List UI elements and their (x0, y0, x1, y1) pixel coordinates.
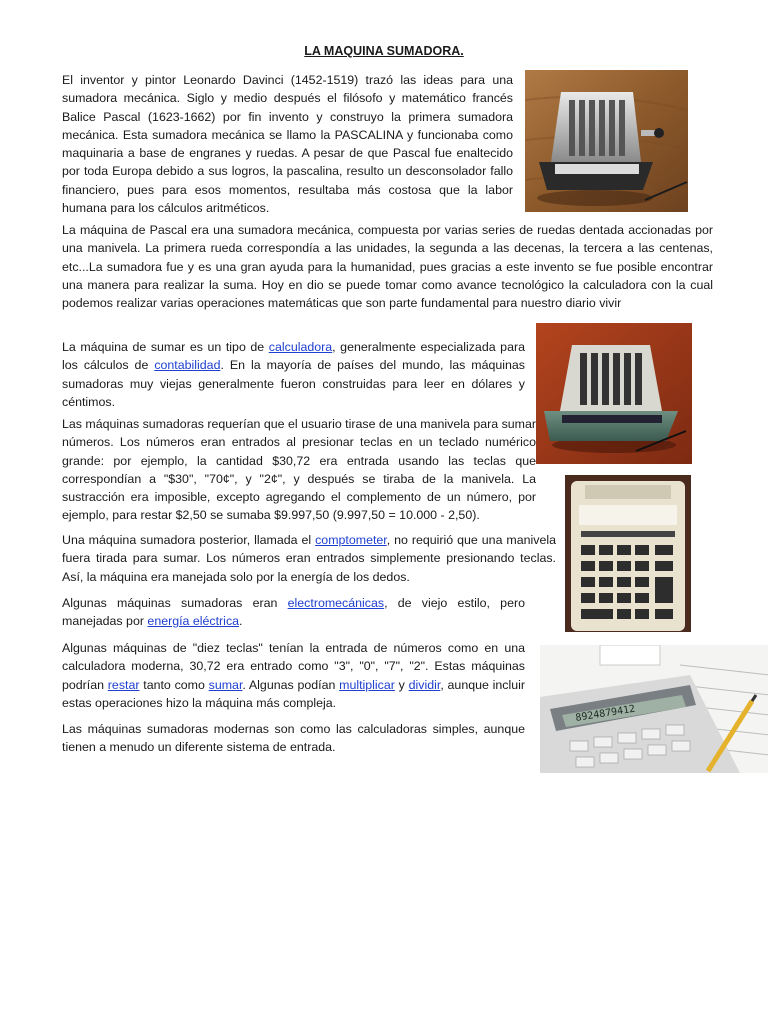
paragraph-crank-operation (62, 415, 536, 525)
text-span: , aunque incluir estas operaciones hizo la máquina más compleja. (62, 677, 526, 710)
link-energia-electrica[interactable]: energía eléctrica (147, 614, 240, 629)
document-title: LA MAQUINA SUMADORA. (304, 44, 464, 58)
paragraph-pascal-machine: La máquina de Pascal era una sumadora mecánica, compuesta por varias series de ruedas dentada accionadas por una manivela. La primera rueda correspondía a las unidades, la segunda a las decenas, la tercera a las centenas, etc...La sumadora fue y es una gran ayuda para la humanidad, pues gracias a este invento se fue posible encontrar una manera para realizar la suma. Hoy en dio se puede tomar como avance tecnológico la calculadora con la cual podemos realizar varias operaciones matemáticas que son parte fundamental para nuestro diario vivir (62, 223, 713, 311)
link-contabilidad[interactable]: contabilidad (154, 358, 221, 373)
paragraph-comptometer (62, 531, 556, 586)
link-electromecanicas[interactable]: electromecánicas (287, 596, 385, 610)
text-span: . Algunas podían (242, 677, 340, 692)
text-span: Las máquinas sumadoras requerían que el usuario tirase de una manivela para sumar números. Los números eran entrados al presionar teclas en un teclado numérico grande: por ejemplo, la cantidad $30,72 era entrada usando las teclas que correspondían a "$30", "70¢", y "2¢", y después se tiraba de la manivela. La sustracción era imposible, excepto agregando el complemento de un número, por ejemplo, para restar $2,50 se sumaba $9.997,50 (9.997,50 = 10.000 - 2,50). (62, 417, 536, 523)
text-span: Algunas máquinas sumadoras eran (62, 596, 288, 610)
vintage-adding-machine-photo (525, 70, 688, 212)
paragraph-modern-machines: Las máquinas sumadoras modernas son como las calculadoras simples, aunque tienen a menudo un diferente sistema de entrada. (62, 722, 525, 755)
link-sumar[interactable]: sumar (208, 677, 243, 692)
link-calculadora[interactable]: calculadora (268, 340, 333, 354)
text-span: . En la mayoría de países del mundo, las máquinas sumadoras muy viejas generalmente fueron construidas para leer en dólares y céntimos. (62, 358, 525, 409)
modern-calculator-photo (540, 645, 768, 773)
text-span: tanto como (139, 677, 209, 692)
paragraph-pascalina-history: El inventor y pintor Leonardo Davinci (1452-1519) trazó las ideas para una sumadora mecánica. Siglo y medio después el filósofo y matemático francés Balice Pascal (1623-1662) por fin invento y construyo la primera sumadora mecánica. Esta sumadora mecánica se llamo la PASCALINA y funcionaba como maquinaria a base de engranes y ruedas. A pesar de que Pascal fue enaltecido por toda Europa debido a sus logros, la pascalina, resulto un desconsolador fallo financiero, pues para esos momentos, resultaba más costosa que la labor humana para los cálculos aritméticos. (62, 73, 513, 216)
text-span: Una máquina sumadora posterior, llamada el (62, 533, 316, 547)
text-span: y (394, 677, 409, 692)
text-span: . (239, 614, 243, 629)
paragraph-electromechanical (62, 594, 525, 631)
green-adding-machine-photo (536, 323, 692, 464)
paragraph-ten-key (62, 639, 525, 712)
calculator-display-text: 8924879412 (574, 703, 636, 724)
link-multiplicar[interactable]: multiplicar (339, 677, 395, 692)
link-restar[interactable]: restar (107, 677, 140, 692)
link-dividir[interactable]: dividir (408, 677, 441, 692)
text-span: Algunas máquinas de "diez teclas" tenían la entrada de números como en una calculadora moderna, 30,72 era entrado como "3", "0", "7", "2". Estas máquinas podrían (62, 641, 525, 692)
text-span: , de viejo estilo, pero manejadas por (62, 596, 525, 629)
beige-printing-calculator-photo (565, 475, 691, 632)
text-span: La máquina de sumar es un tipo de (62, 340, 269, 354)
text-span: , no requirió que una manivela fuera tirada para sumar. Los números eran entrados simplemente presionando teclas. Así, la máquina era manejada solo por la energía de los dedos. (62, 533, 556, 584)
paragraph-adding-machine-definition (62, 338, 525, 411)
link-comptometer[interactable]: comptometer (315, 533, 387, 547)
text-span: , generalmente especializada para los cálculos de (62, 340, 525, 373)
